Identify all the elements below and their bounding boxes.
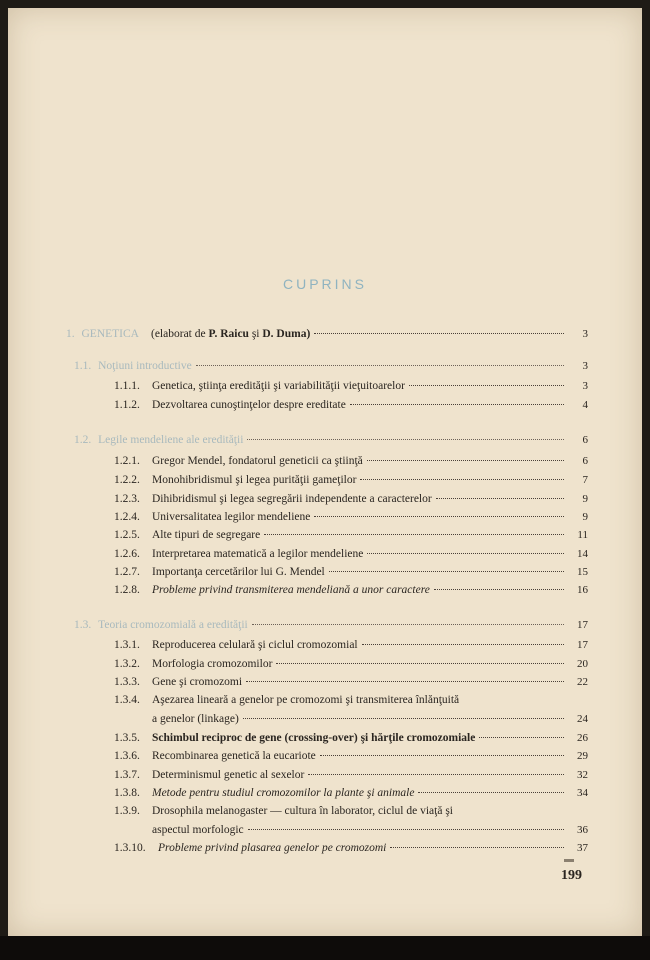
leader-dots [329, 570, 564, 572]
toc-item [114, 769, 588, 781]
page-ref: 3 [582, 328, 588, 340]
item-number: 1.3.5. [114, 732, 140, 744]
toc-item [114, 658, 588, 670]
leader-dots [314, 332, 564, 334]
item-number: 1.3.7. [114, 769, 140, 781]
item-label: Morfologia cromozomilor [152, 658, 273, 670]
leader-dots [479, 736, 564, 738]
item-number: 1.2.7. [114, 566, 140, 578]
page-ref: 6 [582, 455, 588, 467]
leader-dots [308, 773, 564, 775]
section-number: 1.1. [74, 360, 92, 372]
toc-item [114, 455, 588, 467]
item-label: Schimbul reciproc de gene (crossing-over) şi hărţile cromozomiale [152, 732, 476, 744]
toc-item-multiline [114, 691, 588, 729]
item-label: Aşezarea lineară a genelor pe cromozomi şi transmiterea înlănţuită [152, 694, 460, 706]
leader-dots [243, 717, 564, 719]
leader-dots [418, 791, 564, 793]
leader-dots [276, 662, 564, 664]
leader-dots [320, 754, 564, 756]
page-ref: 17 [577, 619, 588, 631]
page-ref: 17 [577, 639, 588, 651]
page-ref: 24 [577, 713, 588, 725]
toc-item [114, 399, 588, 411]
table-of-contents [8, 8, 642, 936]
toc-item [114, 639, 588, 651]
item-number: 1.1.1. [114, 380, 140, 392]
item-label-continuation: aspectul morfologic [152, 824, 244, 836]
item-number: 1.2.4. [114, 511, 140, 523]
item-number: 1.2.2. [114, 474, 140, 486]
item-label: Gene şi cromozomi [152, 676, 243, 688]
page-ref: 22 [577, 676, 588, 688]
ink-mark: ▬ [564, 854, 574, 865]
item-number: 1.3.6. [114, 750, 140, 762]
item-label: Universalitatea legilor mendeliene [152, 511, 311, 523]
page-title: CUPRINS [282, 276, 367, 292]
item-label: Alte tipuri de segregare [152, 529, 261, 541]
item-label: Reproducerea celulară şi ciclul cromozomial [152, 639, 358, 651]
item-number: 1.2.3. [114, 493, 140, 505]
page-ref: 36 [577, 824, 588, 836]
toc-item [114, 566, 588, 578]
page-ref: 3 [582, 360, 588, 372]
leader-dots [434, 588, 564, 590]
item-label: Probleme privind transmiterea mendeliană a unor caractere [152, 584, 430, 596]
leader-dots [264, 533, 564, 535]
item-number: 1.3.8. [114, 787, 140, 799]
item-number: 1.3.2. [114, 658, 140, 670]
page-ref: 3 [582, 380, 588, 392]
item-label: Recombinarea genetică la eucariote [152, 750, 316, 762]
toc-section [74, 619, 588, 631]
page-ref: 7 [582, 474, 588, 486]
page-ref: 16 [577, 584, 588, 596]
leader-dots [367, 459, 564, 461]
book-page [8, 8, 642, 936]
page-number: 199 [561, 868, 582, 883]
item-number: 1.3.3. [114, 676, 140, 688]
page-ref: 15 [577, 566, 588, 578]
toc-item [114, 584, 588, 596]
section-label: Noţiuni introductive [98, 360, 192, 372]
leader-dots [196, 364, 564, 366]
chapter-authors: (elaborat de P. Raicu şi D. Duma) [151, 328, 311, 340]
toc-item [114, 548, 588, 560]
toc-item [114, 787, 588, 799]
toc-item [114, 842, 588, 854]
leader-dots [247, 438, 564, 440]
toc-chapter [66, 328, 588, 340]
page-ref: 4 [582, 399, 588, 411]
leader-dots [314, 515, 564, 517]
item-label: Genetica, ştiinţa eredităţii şi variabilităţii vieţuitoarelor [152, 380, 405, 392]
toc-item [114, 474, 588, 486]
page-ref: 20 [577, 658, 588, 670]
leader-dots [436, 497, 564, 499]
item-label-continuation: a genelor (linkage) [152, 713, 239, 725]
item-number: 1.3.4. [114, 694, 140, 706]
leader-dots [248, 828, 564, 830]
page-ref: 14 [577, 548, 588, 560]
item-number: 1.2.6. [114, 548, 140, 560]
leader-dots [367, 552, 564, 554]
toc-item [114, 511, 588, 523]
item-label: Determinismul genetic al sexelor [152, 769, 305, 781]
leader-dots [362, 643, 564, 645]
leader-dots [390, 846, 564, 848]
page-ref: 34 [577, 787, 588, 799]
item-number: 1.3.10. [114, 842, 146, 854]
toc-item [114, 380, 588, 392]
item-number: 1.2.8. [114, 584, 140, 596]
item-number: 1.2.1. [114, 455, 140, 467]
page-ref: 37 [577, 842, 588, 854]
toc-item [114, 676, 588, 688]
leader-dots [246, 680, 564, 682]
leader-dots [350, 403, 564, 405]
section-label: Legile mendeliene ale eredităţii [98, 434, 244, 446]
item-number: 1.2.5. [114, 529, 140, 541]
toc-item [114, 732, 588, 744]
chapter-label: GENETICA [81, 328, 139, 340]
page-ref: 6 [582, 434, 588, 446]
toc-item [114, 493, 588, 505]
item-label: Monohibridismul şi legea purităţii gameţilor [152, 474, 357, 486]
item-label: Metode pentru studiul cromozomilor la plante şi animale [152, 787, 415, 799]
page-ref: 9 [582, 493, 588, 505]
page-ref: 32 [577, 769, 588, 781]
item-label: Drosophila melanogaster — cultura în laborator, ciclul de viaţă şi [152, 805, 453, 817]
section-label: Teoria cromozomială a eredităţii [98, 619, 248, 631]
page-ref: 26 [577, 732, 588, 744]
chapter-number: 1. [66, 328, 75, 340]
item-label: Dezvoltarea cunoştinţelor despre ereditate [152, 399, 346, 411]
leader-dots [409, 384, 564, 386]
item-label: Importanţa cercetărilor lui G. Mendel [152, 566, 325, 578]
leader-dots [252, 623, 564, 625]
leader-dots [360, 478, 564, 480]
page-ref: 11 [577, 529, 588, 541]
scan-border [0, 936, 650, 960]
item-label: Gregor Mendel, fondatorul geneticii ca ştiinţă [152, 455, 363, 467]
item-number: 1.3.9. [114, 805, 140, 817]
section-number: 1.2. [74, 434, 92, 446]
toc-section [74, 360, 588, 372]
item-number: 1.3.1. [114, 639, 140, 651]
page-ref: 9 [582, 511, 588, 523]
toc-item-multiline [114, 802, 588, 840]
item-label: Dihibridismul şi legea segregării independente a caracterelor [152, 493, 432, 505]
item-number: 1.1.2. [114, 399, 140, 411]
toc-item [114, 750, 588, 762]
toc-section [74, 434, 588, 446]
toc-item [114, 529, 588, 541]
page-ref: 29 [577, 750, 588, 762]
item-label: Interpretarea matematică a legilor mendeliene [152, 548, 364, 560]
item-label: Probleme privind plasarea genelor pe cromozomi [158, 842, 387, 854]
section-number: 1.3. [74, 619, 92, 631]
